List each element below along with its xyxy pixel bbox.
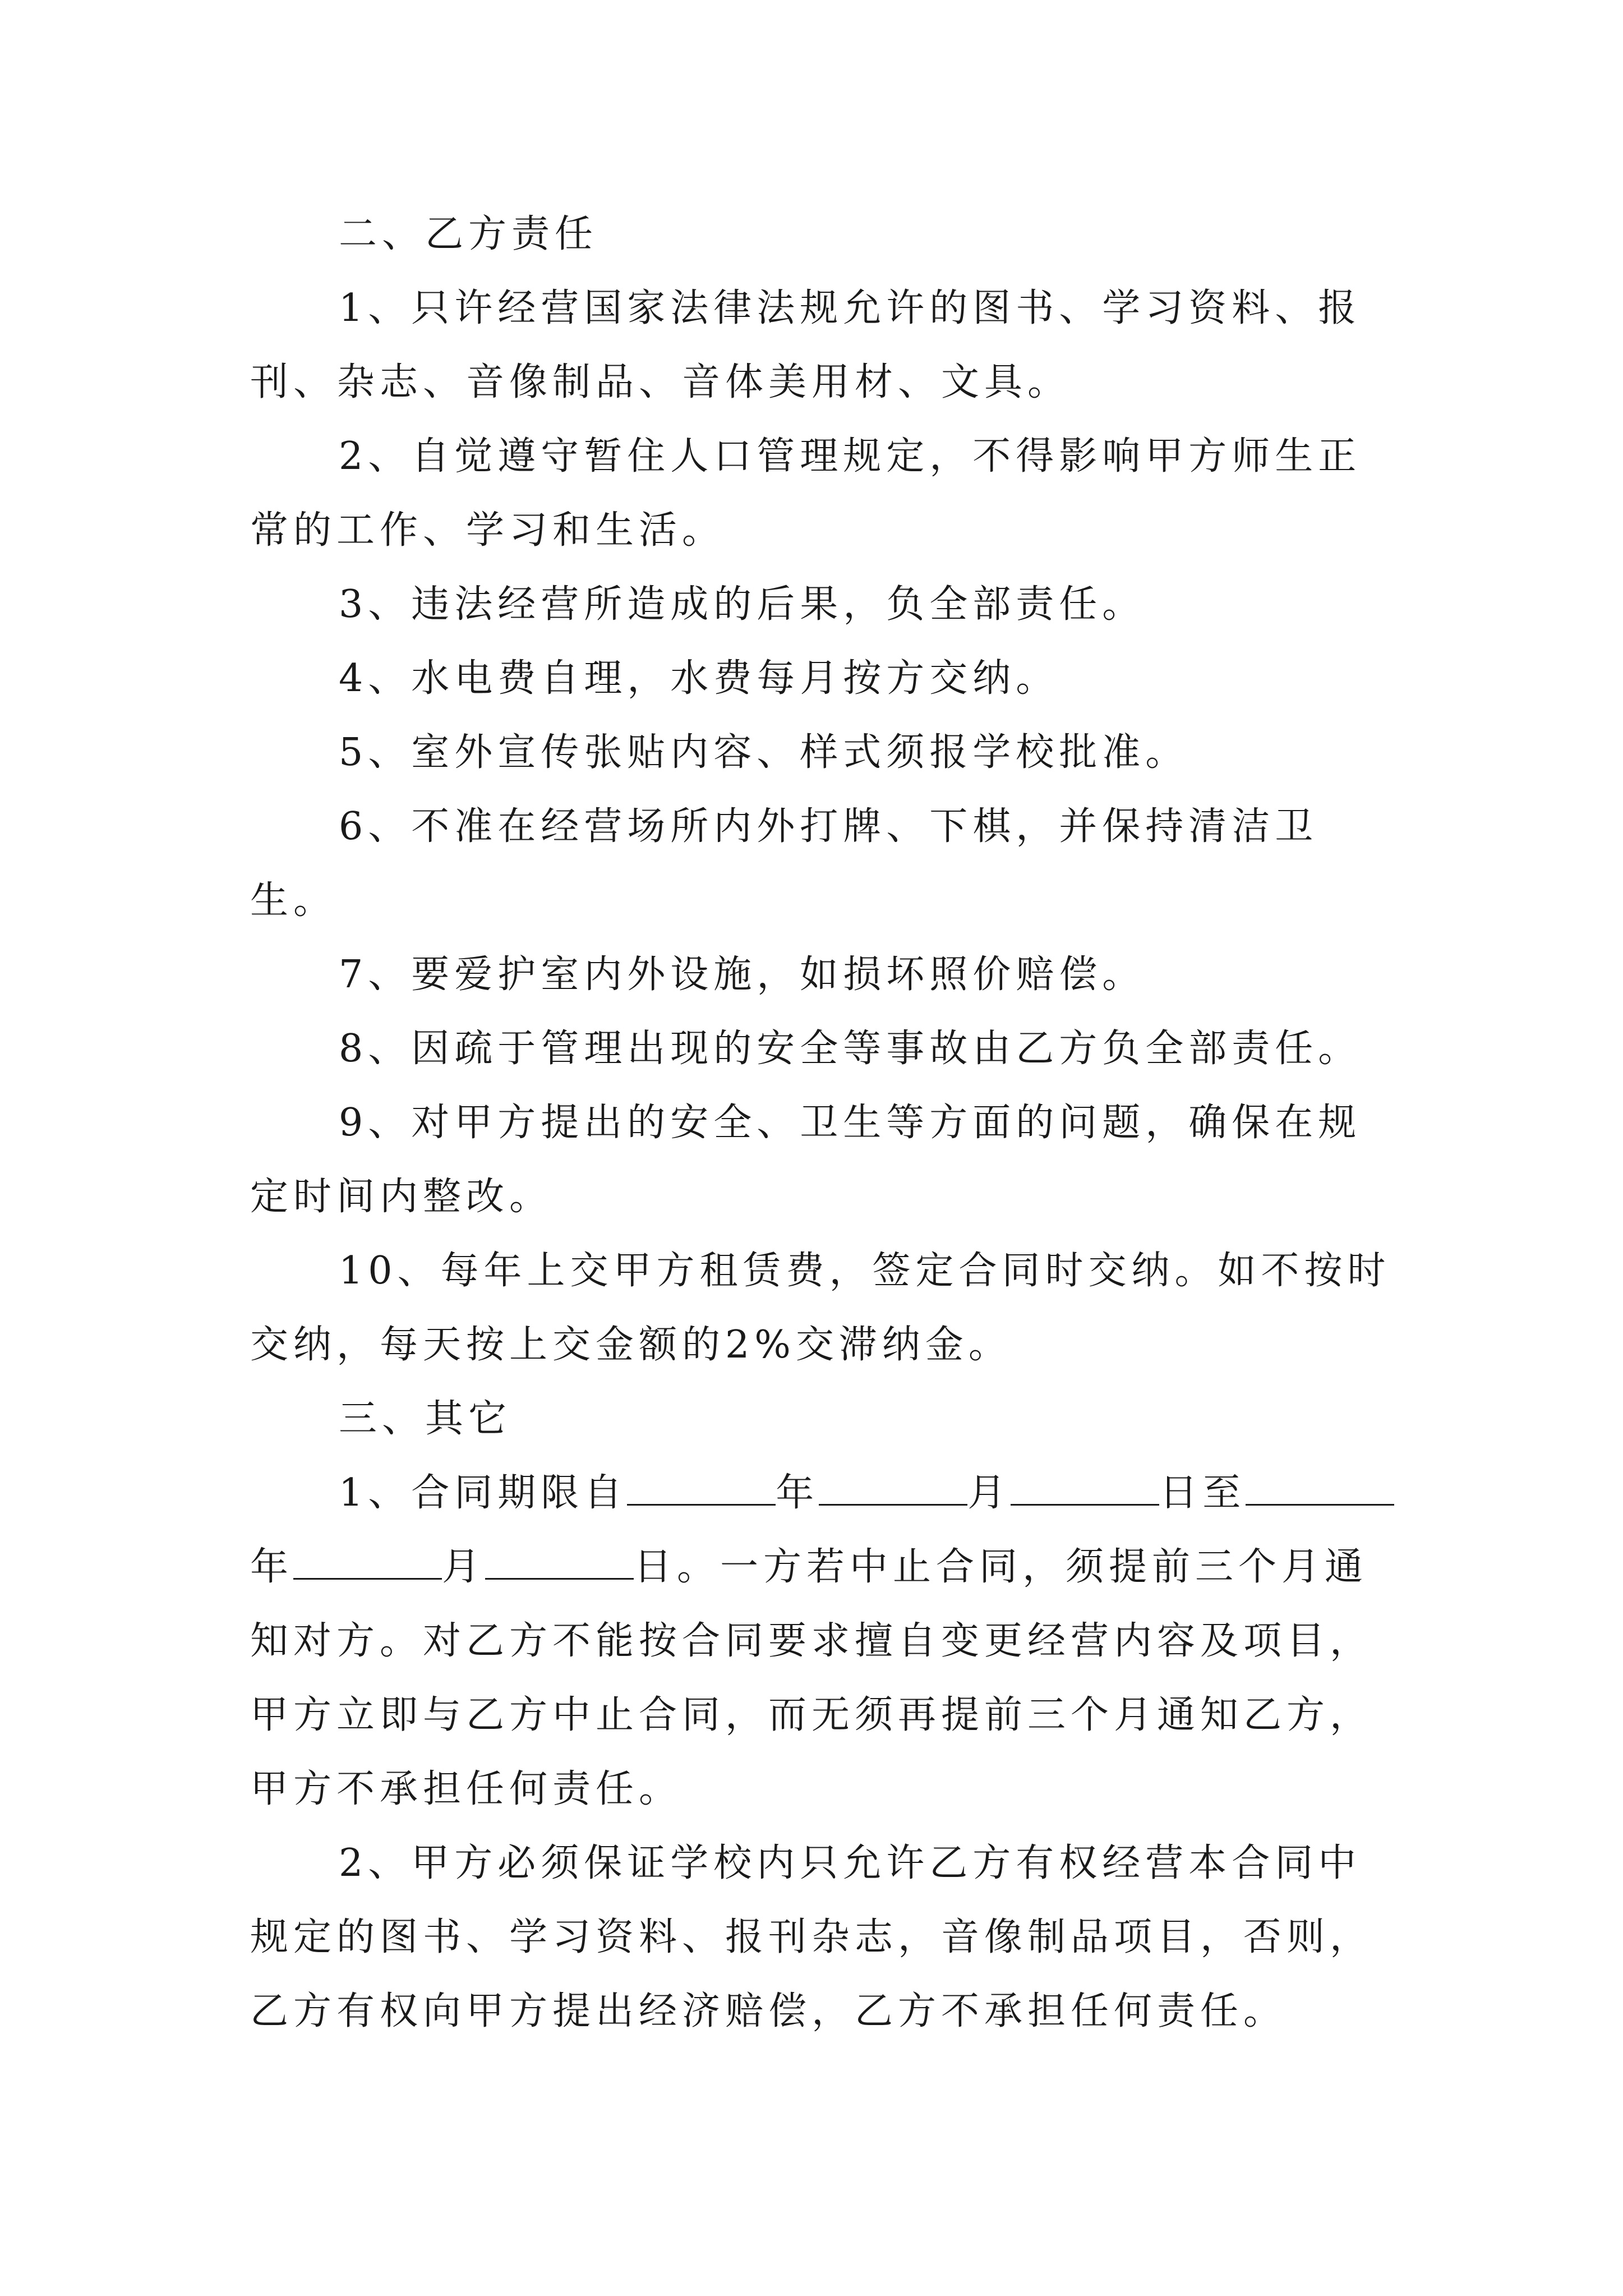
section-two-heading: 二、乙方责任 xyxy=(339,212,598,256)
term-year-label: 年 xyxy=(776,1471,819,1515)
section-three-heading: 三、其它 xyxy=(339,1397,512,1441)
term-rest: 日。一方若中止合同，须提前三个月通知对方。对乙方不能按合同要求擅自变更经营内容及项目，甲方立即与乙方中止合同，而无须再提前三个月通知乙方，甲方不承担任何责任。 xyxy=(250,1545,1373,1811)
blank-start-month xyxy=(819,1503,967,1506)
blank-end-month xyxy=(293,1577,442,1580)
contract-term-clause xyxy=(250,1456,1400,1826)
section-two-item-4: 4、水电费自理，水费每月按方交纳。 xyxy=(339,656,1059,701)
section-two-item-9: 9、对甲方提出的安全、卫生等方面的问题，确保在规定时间内整改。 xyxy=(250,1101,1362,1219)
section-three-item-2: 2、甲方必须保证学校内只允许乙方有权经营本合同中规定的图书、学习资料、报刊杂志，音像制品项目，否则，乙方有权向甲方提出经济赔偿，乙方不承担任何责任。 xyxy=(250,1841,1373,2033)
section-two-item-5: 5、室外宣传张贴内容、样式须报学校批准。 xyxy=(339,730,1189,775)
section-two-item-3: 3、违法经营所造成的后果，负全部责任。 xyxy=(339,582,1146,627)
term-prefix: 1、合同期限自 xyxy=(339,1471,628,1515)
section-two-item-1: 1、只许经营国家法律法规允许的图书、学习资料、报刊、杂志、音像制品、音体美用材、文具。 xyxy=(250,286,1362,404)
section-two-item-6: 6、不准在经营场所内外打牌、下棋，并保持清洁卫生。 xyxy=(250,804,1318,923)
document-body xyxy=(250,197,1400,2049)
term-month2-label: 月 xyxy=(442,1545,486,1589)
section-two-item-2: 2、自觉遵守暂住人口管理规定，不得影响甲方师生正常的工作、学习和生活。 xyxy=(250,434,1362,553)
term-day-to-label: 日至 xyxy=(1159,1471,1246,1515)
term-year2-label: 年 xyxy=(250,1545,294,1589)
blank-start-day xyxy=(1011,1503,1159,1506)
blank-end-year xyxy=(1246,1503,1394,1506)
section-two-item-10: 10、每年上交甲方租赁费，签定合同时交纳。如不按时交纳，每天按上交金额的2%交滞纳金。 xyxy=(250,1249,1391,1367)
blank-end-day xyxy=(485,1577,634,1580)
term-month-label: 月 xyxy=(967,1471,1011,1515)
section-two-item-7: 7、要爱护室内外设施，如损坏照价赔偿。 xyxy=(339,953,1146,997)
section-two-item-8: 8、因疏于管理出现的安全等事故由乙方负全部责任。 xyxy=(339,1027,1362,1071)
blank-start-year xyxy=(627,1503,776,1506)
